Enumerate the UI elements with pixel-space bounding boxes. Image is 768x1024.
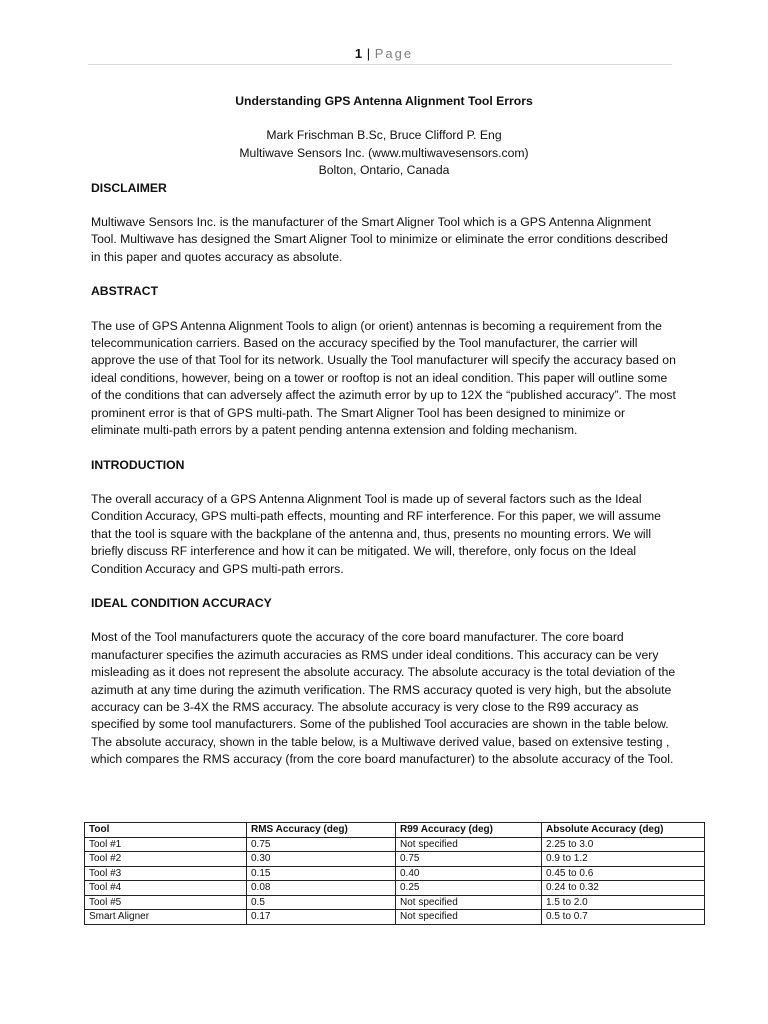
- table-cell-absolute: 1.5 to 2.0: [542, 895, 705, 910]
- page-number: 1: [354, 46, 363, 61]
- table-cell-absolute: 0.45 to 0.6: [542, 866, 705, 881]
- table-row: [85, 837, 705, 852]
- column-header-rms: RMS Accuracy (deg): [247, 823, 396, 838]
- author-names: Mark Frischman B.Sc, Bruce Clifford P. Eng: [266, 128, 502, 143]
- accuracy-table: [84, 822, 705, 925]
- section-paragraph-ideal-condition: Most of the Tool manufacturers quote the accuracy of the core board manufacturer. The core board manufacturer specifies the azimuth accuracies as RMS under ideal conditions. This accuracy can be very misleading as it does not represent the absolute accuracy. The absolute accuracy is the total deviation of the azimuth at any time during the azimuth verification. The RMS accuracy quoted is very high, but the absolute accuracy can be 3-4X the RMS accuracy. The absolute accuracy is very close to the R99 accuracy as specified by some tool manufacturers. Some of the published Tool accuracies are shown in the table below. The absolute accuracy, shown in the table below, is a Multiwave derived value, based on extensive testing , which compares the RMS accuracy (from the core board manufacturer) to the absolute accuracy of the Tool.: [91, 630, 676, 767]
- table-cell-absolute: 0.24 to 0.32: [542, 881, 705, 896]
- page-separator: |: [366, 46, 371, 61]
- table-cell-absolute: 2.25 to 3.0: [542, 837, 705, 852]
- table-cell-rms: 0.17: [247, 910, 396, 925]
- section-heading-disclaimer: DISCLAIMER: [91, 180, 167, 195]
- table-cell-r99: 0.25: [396, 881, 542, 896]
- table-cell-rms: 0.75: [247, 837, 396, 852]
- table-row: [85, 881, 705, 896]
- header-divider: [88, 64, 672, 65]
- table-row: [85, 910, 705, 925]
- document-body: [91, 93, 677, 786]
- table-cell-tool: Tool #3: [85, 866, 247, 881]
- column-header-tool: Tool: [85, 823, 247, 838]
- page-header: [0, 46, 768, 61]
- table-cell-tool: Tool #5: [85, 895, 247, 910]
- column-header-absolute: Absolute Accuracy (deg): [542, 823, 705, 838]
- section-heading-introduction: INTRODUCTION: [91, 457, 185, 472]
- table-cell-tool: Smart Aligner: [85, 910, 247, 925]
- table-cell-tool: Tool #1: [85, 837, 247, 852]
- table-cell-r99: Not specified: [396, 910, 542, 925]
- section-paragraph-disclaimer: Multiwave Sensors Inc. is the manufacturer of the Smart Aligner Tool which is a GPS Antenna Alignment Tool. Multiwave has designed the Smart Aligner Tool to minimize or eliminate the error conditions described in this paper and quotes accuracy as absolute.: [91, 215, 668, 264]
- section-heading-ideal-condition: IDEAL CONDITION ACCURACY: [91, 595, 272, 610]
- table-row: [85, 895, 705, 910]
- table-cell-rms: 0.08: [247, 881, 396, 896]
- author-location: Bolton, Ontario, Canada: [318, 163, 450, 178]
- section-paragraph-abstract: The use of GPS Antenna Alignment Tools to align (or orient) antennas is becoming a requirement from the telecommunication carriers. Based on the accuracy specified by the Tool manufacturer, the carrier will approve the use of that Tool for its network. Usually the Tool manufacturer will specify the accuracy based on ideal conditions, however, being on a tower or rooftop is not an ideal condition. This paper will outline some of the conditions that can adversely affect the azimuth error by up to 12X the “published accuracy”. The most prominent error is that of GPS multi-path. The Smart Aligner Tool has been designed to minimize or eliminate multi-path errors by a patent pending antenna extension and folding mechanism.: [91, 318, 676, 438]
- document-title: Understanding GPS Antenna Alignment Tool Errors: [235, 94, 533, 108]
- table-cell-tool: Tool #2: [85, 852, 247, 867]
- table-cell-absolute: 0.5 to 0.7: [542, 910, 705, 925]
- table-cell-rms: 0.30: [247, 852, 396, 867]
- page-word: Page: [374, 46, 414, 61]
- author-affiliation: Multiwave Sensors Inc. (www.multiwavesensors.com): [239, 145, 529, 160]
- table-cell-rms: 0.15: [247, 866, 396, 881]
- table-cell-absolute: 0.9 to 1.2: [542, 852, 705, 867]
- table-cell-rms: 0.5: [247, 895, 396, 910]
- table-cell-r99: 0.40: [396, 866, 542, 881]
- column-header-r99: R99 Accuracy (deg): [396, 823, 542, 838]
- section-heading-abstract: ABSTRACT: [91, 284, 159, 299]
- table-row: [85, 852, 705, 867]
- table-cell-tool: Tool #4: [85, 881, 247, 896]
- table-cell-r99: Not specified: [396, 837, 542, 852]
- table-header-row: [85, 823, 705, 838]
- table-cell-r99: Not specified: [396, 895, 542, 910]
- table-cell-r99: 0.75: [396, 852, 542, 867]
- table-row: [85, 866, 705, 881]
- section-paragraph-introduction: The overall accuracy of a GPS Antenna Alignment Tool is made up of several factors such as the Ideal Condition Accuracy, GPS multi-path effects, mounting and RF interference. For this paper, we will assume that the tool is square with the backplane of the antenna and, thus, presents no mounting errors. We will briefly discuss RF interference and how it can be mitigated. We will, therefore, only focus on the Ideal Condition Accuracy and GPS multi-path errors.: [91, 491, 661, 576]
